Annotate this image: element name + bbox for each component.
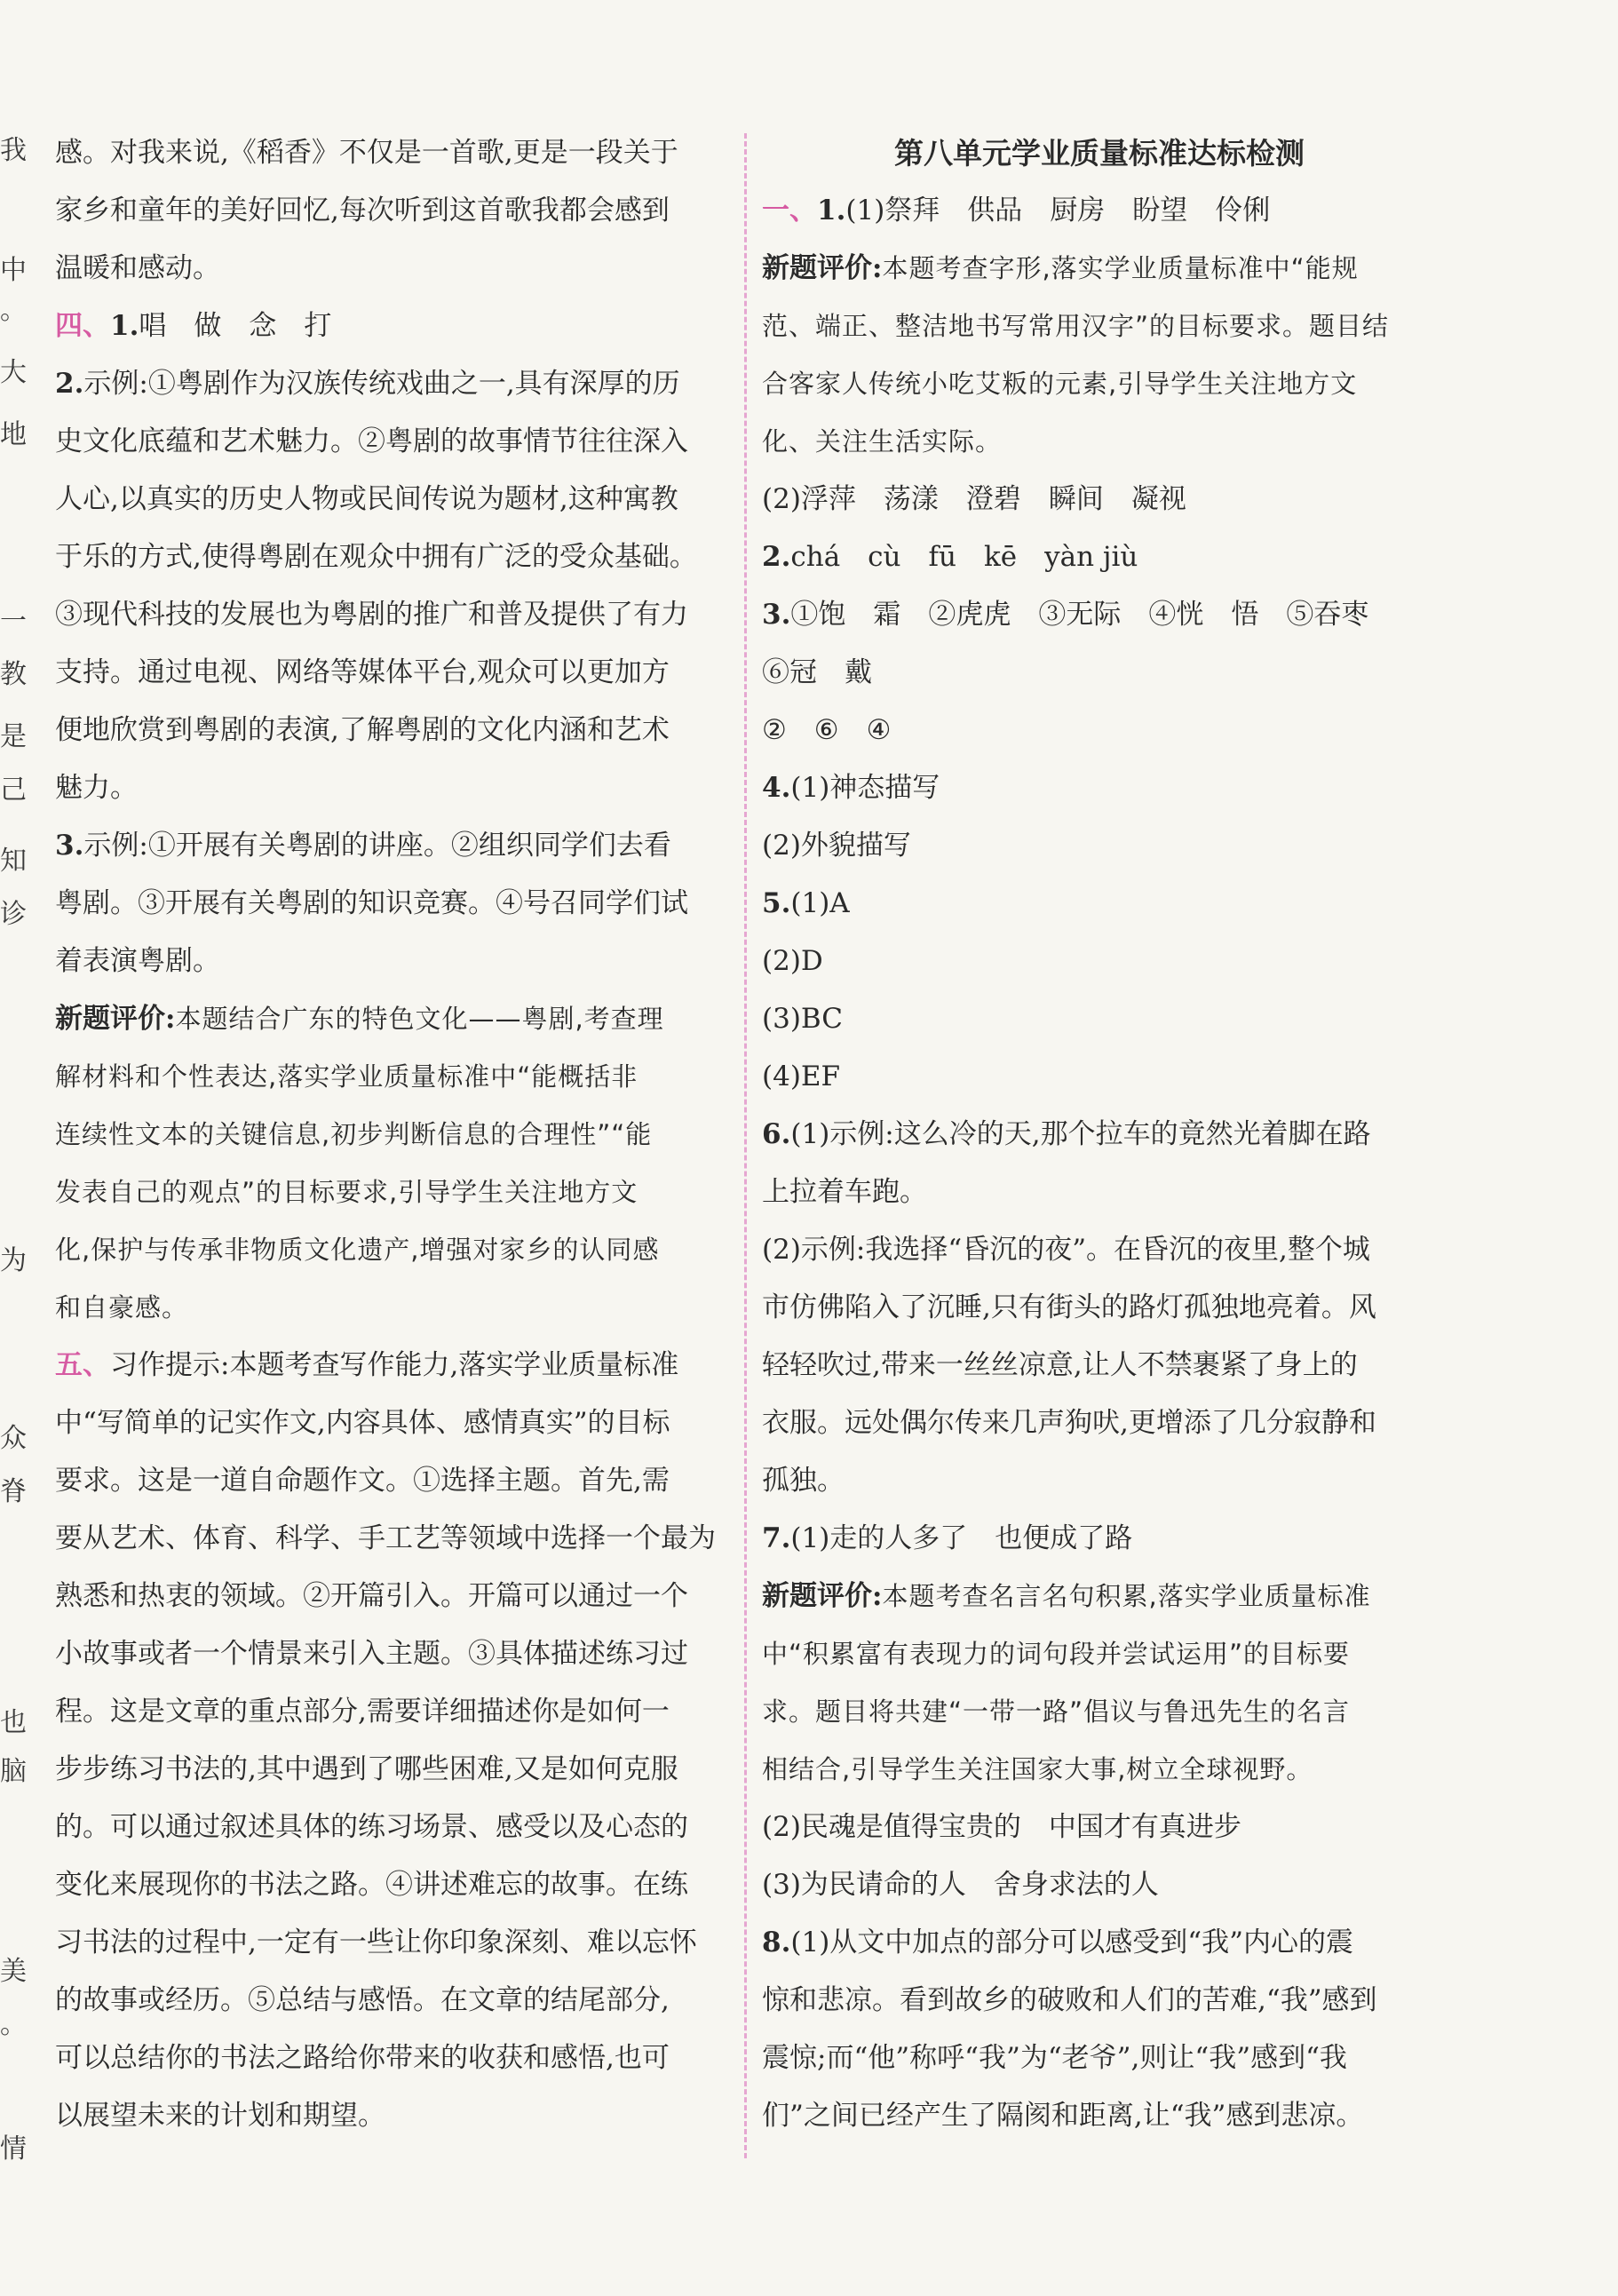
answer-text: 市仿佛陷入了沉睡,只有街头的路灯孤独地亮着。风 (762, 1291, 1376, 1323)
column-divider (744, 133, 747, 2158)
answer-text: ② ⑥ ④ (762, 714, 892, 746)
evaluation-label: 新题评价: (55, 1003, 176, 1035)
answer-line (762, 413, 1437, 471)
answer-line (762, 1048, 1437, 1106)
answer-text: 要从艺术、体育、科学、手工艺等领域中选择一个最为 (55, 1522, 716, 1554)
edge-char: 大 (0, 357, 27, 388)
answer-line (55, 1452, 730, 1510)
answer-line (762, 240, 1437, 298)
answer-line (55, 644, 730, 702)
answer-text: 魅力。 (55, 772, 138, 804)
answer-text: 以展望未来的计划和期望。 (55, 2100, 385, 2132)
answer-line (762, 1394, 1437, 1452)
answer-line (55, 1510, 730, 1568)
answer-text: 感。对我来说,《稻香》不仅是一首歌,更是一段关于 (55, 137, 678, 169)
evaluation-text: 化,保护与传承非物质文化遗产,增强对家乡的认同感 (55, 1235, 660, 1265)
answer-text: 习作提示:本题考查写作能力,落实学业质量标准 (110, 1349, 679, 1381)
answer-text: 轻轻吹过,带来一丝丝凉意,让人不禁裹紧了身上的 (762, 1349, 1358, 1381)
answer-text: 的故事或经历。⑤总结与感悟。在文章的结尾部分, (55, 1984, 670, 2016)
edge-char: 己 (0, 775, 27, 806)
answer-text: 人心,以真实的历史人物或民间传说为题材,这种寓教 (55, 483, 678, 515)
answer-text: 便地欣赏到粤剧的表演,了解粤剧的文化内涵和艺术 (55, 714, 670, 746)
evaluation-label: 新题评价: (762, 1580, 883, 1612)
answer-text: (1)A (790, 887, 850, 919)
answer-line (55, 933, 730, 990)
answer-text: (2)民魂是值得宝贵的 中国才有真进步 (762, 1811, 1241, 1843)
answer-line (762, 817, 1437, 875)
answer-text: 震惊;而“他”称呼“我”为“老爷”,则让“我”感到“我 (762, 2042, 1347, 2074)
answer-line (55, 1221, 730, 1279)
evaluation-text: 化、关注生活实际。 (762, 426, 1003, 457)
question-number: 4. (762, 772, 791, 804)
answer-line (762, 1683, 1437, 1741)
evaluation-text: 合客家人传统小吃艾粄的元素,引导学生关注地方文 (762, 369, 1358, 399)
answer-line (762, 702, 1437, 759)
answer-text: 家乡和童年的美好回忆,每次听到这首歌我都会感到 (55, 195, 670, 226)
answer-line (55, 990, 730, 1048)
evaluation-text: 范、端正、整洁地书写常用汉字”的目标要求。题目结 (762, 311, 1390, 341)
answer-text: 习书法的过程中,一定有一些让你印象深刻、难以忘怀 (55, 1927, 697, 1958)
edge-char: 美 (0, 1956, 27, 1987)
evaluation-label: 新题评价: (762, 252, 883, 284)
answer-text: (3)为民请命的人 舍身求法的人 (762, 1869, 1159, 1901)
answer-text: 熟悉和热衷的领域。②开篇引入。开篇可以通过一个 (55, 1580, 688, 1612)
edge-char: 知 (0, 846, 27, 877)
answer-text: (3)BC (762, 1003, 843, 1035)
answer-line (55, 2087, 730, 2145)
edge-char: 地 (0, 419, 27, 450)
answer-line (762, 2087, 1437, 2145)
answer-line (55, 1164, 730, 1221)
edge-char: 脊 (0, 1476, 27, 1507)
left-answer-column (55, 124, 730, 2145)
answer-line (55, 1279, 730, 1337)
answer-text: (2)外貌描写 (762, 830, 911, 862)
answer-line (762, 1972, 1437, 2030)
answer-text: ①饱 霜 ②虎虎 ③无际 ④恍 悟 ⑤吞枣 (790, 599, 1369, 631)
evaluation-text: 相结合,引导学生关注国家大事,树立全球视野。 (762, 1754, 1313, 1784)
answer-line (55, 298, 730, 355)
answer-text: chá cù fū kē yàn jiù (790, 541, 1138, 573)
answer-text: 唱 做 念 打 (139, 310, 332, 342)
answer-text: (1)走的人多了 也便成了路 (790, 1522, 1133, 1554)
answer-text: ⑥冠 戴 (762, 656, 872, 688)
answer-line (762, 1337, 1437, 1394)
answer-text: 示例:①开展有关粤剧的讲座。②组织同学们去看 (83, 830, 671, 862)
answer-line (55, 1337, 730, 1394)
evaluation-text: 解材料和个性表达,落实学业质量标准中“能概括非 (55, 1061, 638, 1092)
answer-line (762, 355, 1437, 413)
answer-line (762, 298, 1437, 355)
answer-line (55, 759, 730, 817)
question-number: 5. (762, 887, 791, 919)
answer-text: 中“写简单的记实作文,内容具体、感情真实”的目标 (55, 1407, 670, 1439)
evaluation-text: 本题考查字形,落实学业质量标准中“能规 (882, 253, 1359, 283)
answer-line (762, 875, 1437, 933)
answer-line (55, 586, 730, 644)
section-marker: 四、 (55, 310, 110, 342)
question-number: 8. (762, 1927, 791, 1958)
answer-text: (4)EF (762, 1061, 841, 1092)
answer-line (762, 2030, 1437, 2087)
answer-text: (1)从文中加点的部分可以感受到“我”内心的震 (790, 1927, 1353, 1958)
answer-line (55, 875, 730, 933)
edge-char: 教 (0, 659, 27, 690)
answer-line (762, 933, 1437, 990)
answer-line (55, 702, 730, 759)
answer-line (762, 1914, 1437, 1972)
answer-text: (2)示例:我选择“昏沉的夜”。在昏沉的夜里,整个城 (762, 1234, 1370, 1266)
question-number: 1. (817, 195, 846, 226)
answer-line (762, 1106, 1437, 1164)
answer-text: 温暖和感动。 (55, 252, 220, 284)
answer-line (762, 1164, 1437, 1221)
answer-line (55, 1106, 730, 1164)
answer-line (55, 1394, 730, 1452)
answer-line (55, 240, 730, 298)
answer-line (55, 182, 730, 240)
answer-text: 粤剧。③开展有关粤剧的知识竞赛。④号召同学们试 (55, 887, 688, 919)
answer-text: 步步练习书法的,其中遇到了哪些困难,又是如何克服 (55, 1753, 678, 1785)
section-marker: 一、 (762, 195, 817, 226)
question-number: 7. (762, 1522, 791, 1554)
answer-line (762, 1856, 1437, 1914)
answer-text: ③现代科技的发展也为粤剧的推广和普及提供了有力 (55, 599, 688, 631)
evaluation-text: 发表自己的观点”的目标要求,引导学生关注地方文 (55, 1177, 638, 1207)
evaluation-text: 连续性文本的关键信息,初步判断信息的合理性”“能 (55, 1119, 653, 1149)
edge-char: 我 (0, 135, 27, 166)
right-answer-column (762, 124, 1437, 2145)
answer-line (55, 1568, 730, 1625)
answer-text: 要求。这是一道自命题作文。①选择主题。首先,需 (55, 1465, 670, 1497)
edge-char: 脑 (0, 1756, 27, 1787)
answer-line (55, 1799, 730, 1856)
answer-text: 们”之间已经产生了隔阂和距离,让“我”感到悲凉。 (762, 2100, 1364, 2132)
answer-line (762, 1568, 1437, 1625)
answer-text: 支持。通过电视、网络等媒体平台,观众可以更加方 (55, 656, 670, 688)
answer-text: 示例:①粤剧作为汉族传统戏曲之一,具有深厚的历 (83, 368, 680, 400)
answer-line (55, 1683, 730, 1741)
answer-line (762, 586, 1437, 644)
answer-line (762, 1510, 1437, 1568)
answer-text: (2)D (762, 945, 823, 977)
answer-line (55, 1856, 730, 1914)
evaluation-text: 求。题目将共建“一带一路”倡议与鲁迅先生的名言 (762, 1696, 1351, 1727)
answer-line (762, 759, 1437, 817)
answer-line (55, 124, 730, 182)
question-number: 6. (762, 1118, 791, 1150)
edge-char: 一 (0, 606, 27, 637)
answer-text: 衣服。远处偶尔传来几声狗吠,更增添了几分寂静和 (762, 1407, 1376, 1439)
answer-text: (1)祭拜 供品 厨房 盼望 伶俐 (845, 195, 1271, 226)
answer-line (762, 1741, 1437, 1799)
question-number: 3. (762, 599, 791, 631)
answer-text: 的。可以通过叙述具体的练习场景、感受以及心态的 (55, 1811, 688, 1843)
section-title: 第八单元学业质量标准达标检测 (894, 136, 1305, 171)
answer-line (55, 1914, 730, 1972)
answer-text: 可以总结你的书法之路给你带来的收获和感悟,也可 (55, 2042, 670, 2074)
edge-char: 情 (0, 2133, 27, 2165)
answer-text: 史文化底蕴和艺术魅力。②粤剧的故事情节往往深入 (55, 425, 688, 457)
answer-line (55, 1048, 730, 1106)
answer-text: 着表演粤剧。 (55, 945, 220, 977)
evaluation-text: 本题结合广东的特色文化——粤剧,考查理 (175, 1004, 664, 1034)
question-number: 1. (110, 310, 139, 342)
left-edge-cropped-text (0, 0, 36, 2296)
answer-line (55, 1741, 730, 1799)
answer-text: 小故事或者一个情景来引入主题。③具体描述练习过 (55, 1638, 688, 1670)
question-number: 2. (762, 541, 791, 573)
answer-line (55, 471, 730, 528)
edge-char: 诊 (0, 899, 27, 930)
edge-char: 。 (0, 295, 27, 326)
answer-line (762, 990, 1437, 1048)
answer-text: 上拉着车跑。 (762, 1176, 927, 1208)
answer-line (762, 1221, 1437, 1279)
answer-text: 变化来展现你的书法之路。④讲述难忘的故事。在练 (55, 1869, 688, 1901)
answer-line (55, 413, 730, 471)
answer-line (55, 1625, 730, 1683)
answer-line (55, 817, 730, 875)
section-marker: 五、 (55, 1349, 110, 1381)
question-number: 3. (55, 830, 84, 862)
answer-line (762, 471, 1437, 528)
edge-char: 是 (0, 721, 27, 752)
answer-line (762, 182, 1437, 240)
right-answer-lines (762, 182, 1437, 2145)
edge-char: 为 (0, 1245, 27, 1276)
answer-line (55, 355, 730, 413)
answer-text: 惊和悲凉。看到故乡的破败和人们的苦难,“我”感到 (762, 1984, 1377, 2016)
answer-text: 程。这是文章的重点部分,需要详细描述你是如何一 (55, 1696, 670, 1728)
answer-line (762, 1799, 1437, 1856)
question-number: 2. (55, 368, 84, 400)
edge-char: 也 (0, 1707, 27, 1738)
answer-line (762, 1452, 1437, 1510)
edge-char: 。 (0, 2009, 27, 2040)
answer-text: (2)浮萍 荡漾 澄碧 瞬间 凝视 (762, 483, 1186, 515)
evaluation-text: 和自豪感。 (55, 1292, 189, 1323)
evaluation-text: 中“积累富有表现力的词句段并尝试运用”的目标要 (762, 1639, 1351, 1669)
answer-text: 于乐的方式,使得粤剧在观众中拥有广泛的受众基础。 (55, 541, 697, 573)
answer-text: (1)示例:这么冷的天,那个拉车的竟然光着脚在路 (790, 1118, 1371, 1150)
edge-char: 中 (0, 255, 27, 286)
answer-line (762, 644, 1437, 702)
edge-char: 众 (0, 1423, 27, 1454)
answer-line (55, 2030, 730, 2087)
answer-line (762, 1625, 1437, 1683)
answer-text: (1)神态描写 (790, 772, 940, 804)
answer-text: 孤独。 (762, 1465, 845, 1497)
answer-line (55, 1972, 730, 2030)
answer-line (55, 528, 730, 586)
answer-line (762, 528, 1437, 586)
evaluation-text: 本题考查名言名句积累,落实学业质量标准 (882, 1581, 1371, 1611)
answer-line (762, 1279, 1437, 1337)
